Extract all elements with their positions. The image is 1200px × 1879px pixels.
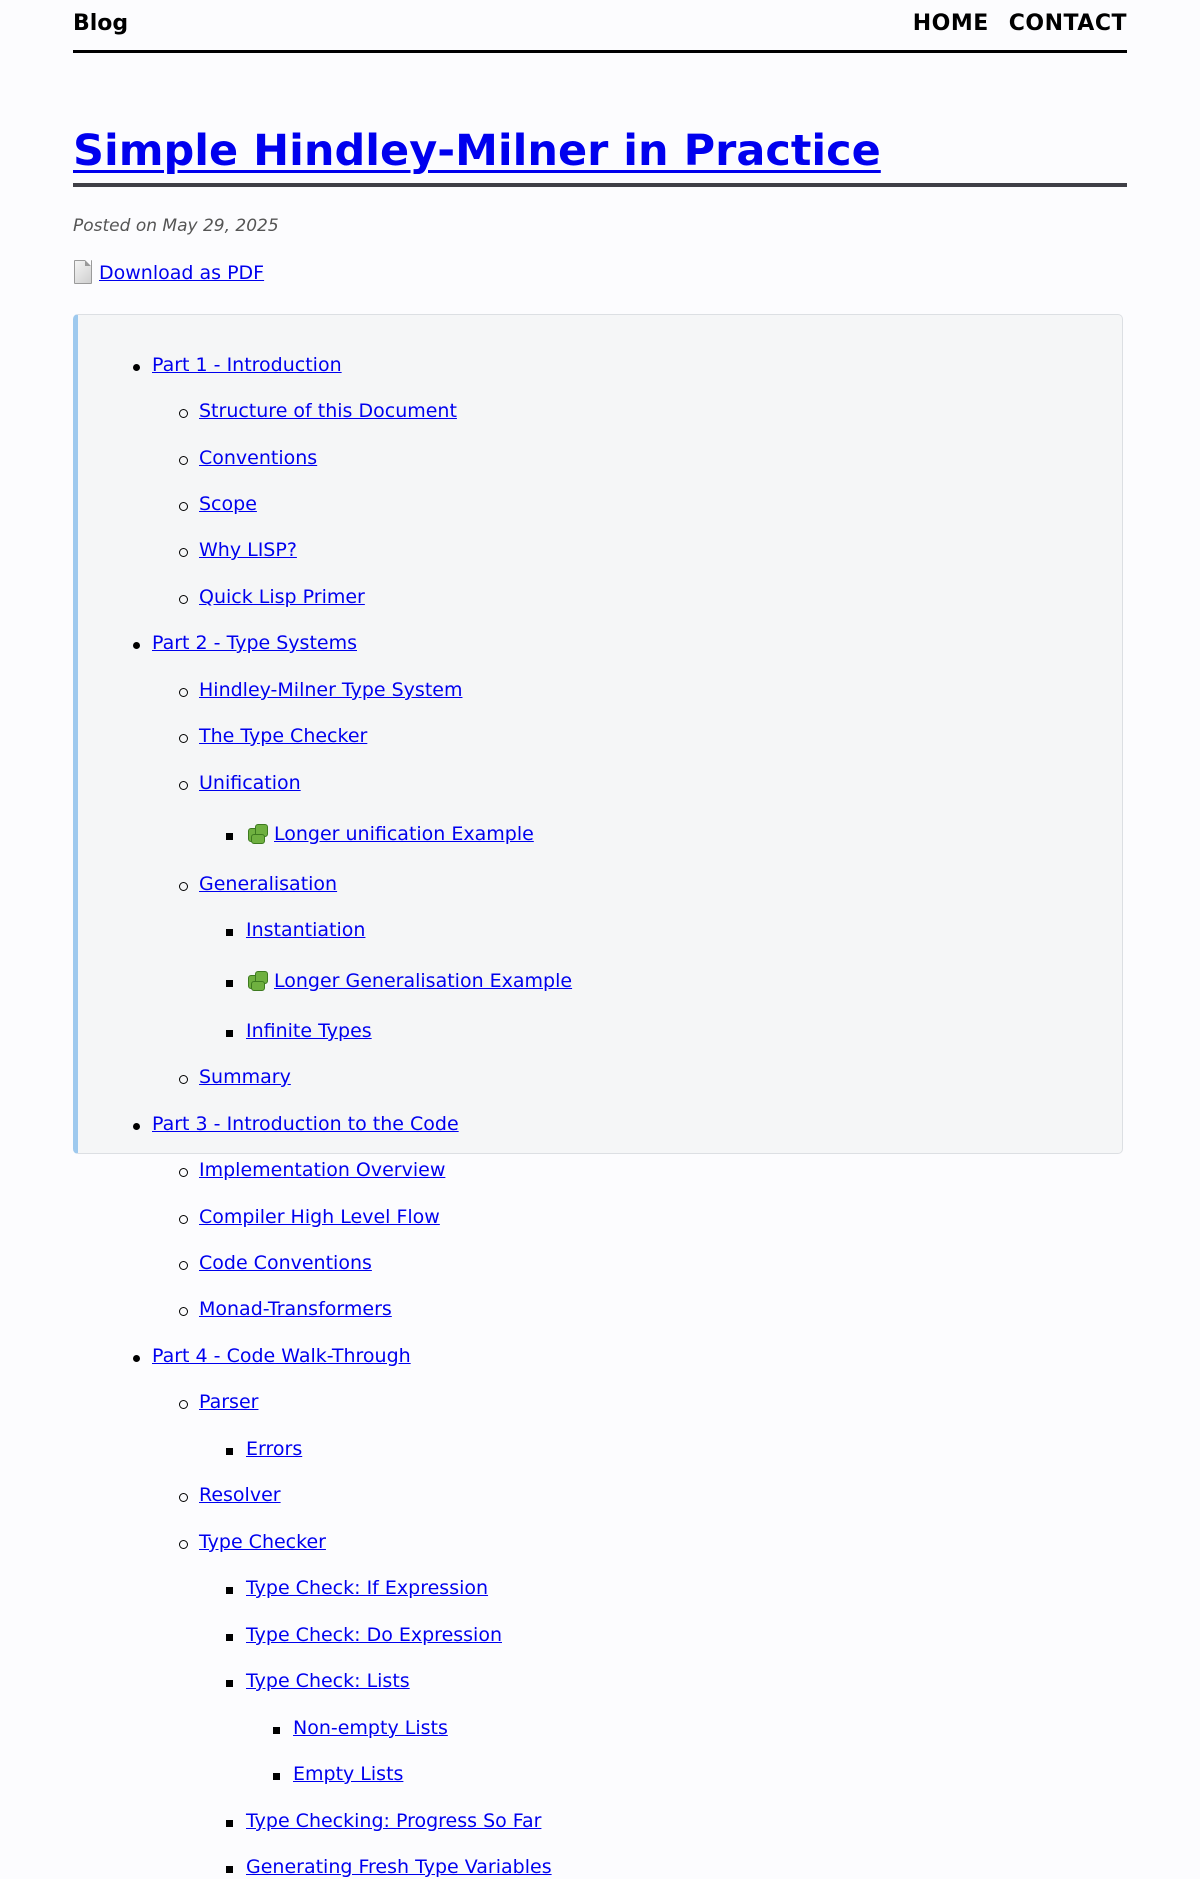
toc-item [78,679,1122,702]
toc-link[interactable] [293,1717,448,1739]
toc-link-label: Part 2 - Type Systems [152,632,358,654]
toc-link-label: Part 3 - Introduction to the Code [152,1113,459,1135]
toc-link-label: Implementation Overview [199,1159,446,1181]
toc-item [78,586,1122,609]
toc-link[interactable] [152,1345,411,1367]
toc-item [78,1020,1122,1043]
toc-link[interactable] [199,586,365,608]
toc-link[interactable] [293,1763,403,1785]
toc-link-label: Conventions [199,447,318,469]
toc-link[interactable] [199,400,457,422]
toc-link[interactable] [199,539,297,561]
toc-link[interactable] [199,725,367,747]
puzzle-icon [246,969,268,991]
toc-link-label: Structure of this Document [199,400,457,422]
toc-link-label: Type Check: Lists [246,1670,410,1692]
top-nav [913,13,1127,35]
toc-item [78,1345,1122,1368]
toc-item [78,493,1122,516]
toc-item [78,1066,1122,1089]
toc-item [78,1531,1122,1554]
toc-link[interactable] [152,1113,459,1135]
toc-item [78,725,1122,748]
blog-brand-link[interactable]: Blog [73,11,129,36]
document-icon [73,260,91,282]
toc-item [78,1624,1122,1647]
toc-link-label: Unification [199,772,301,794]
toc-link[interactable] [199,1206,440,1228]
toc-link[interactable] [199,679,462,701]
post-title-link[interactable]: Simple Hindley-Milner in Practice [73,126,881,176]
toc-item [78,354,1122,377]
toc-item [78,1206,1122,1229]
toc-link[interactable] [246,1438,302,1460]
toc-link-label: Errors [246,1438,303,1460]
toc-link[interactable] [246,1810,541,1832]
toc-item [78,772,1122,795]
toc-item [78,1856,1122,1879]
toc-list [78,315,1122,1878]
toc-link-label: Compiler High Level Flow [199,1206,440,1228]
toc-item [78,1113,1122,1136]
toc-item [78,1438,1122,1461]
site-header [73,0,1127,53]
toc-link[interactable] [246,1670,410,1692]
toc-item [78,1763,1122,1786]
toc-item [78,1670,1122,1693]
toc-item [78,447,1122,470]
toc-link[interactable] [199,493,257,515]
toc-item [78,1298,1122,1321]
toc-link-label: Code Conventions [199,1252,372,1274]
toc-item [78,1810,1122,1833]
toc-link[interactable] [199,1066,291,1088]
toc-link[interactable] [199,1159,445,1181]
toc-link[interactable] [199,447,317,469]
toc-link-label: Scope [199,493,257,515]
toc-link-label: Infinite Types [246,1020,372,1042]
toc-link-label: Parser [199,1391,259,1413]
toc-item [78,632,1122,655]
toc-link-label: Type Check: Do Expression [246,1624,502,1646]
toc-link-label: The Type Checker [199,725,368,747]
toc-link-label: Resolver [199,1484,281,1506]
toc-link-label: Longer Generalisation Example [274,970,573,992]
toc-link[interactable] [199,1531,326,1553]
toc-item [78,1577,1122,1600]
toc-item [78,539,1122,562]
download-pdf-label: Download as PDF [99,262,265,284]
post-title [73,127,1127,187]
toc-link[interactable] [246,1856,552,1878]
toc-link-label: Quick Lisp Primer [199,586,365,608]
toc-link[interactable] [246,1624,502,1646]
toc-link-label: Generalisation [199,873,338,895]
toc-link-label: Monad-Transformers [199,1298,392,1320]
toc-item [78,873,1122,896]
toc-link[interactable] [246,919,365,941]
nav-contact-link[interactable]: CONTACT [1008,11,1127,36]
toc-item [78,1159,1122,1182]
nav-home-link[interactable]: HOME [912,11,989,36]
toc-item [78,919,1122,942]
toc-link[interactable] [199,1391,258,1413]
toc-link-label: Part 1 - Introduction [152,354,342,376]
toc-link-label: Type Check: If Expression [246,1577,489,1599]
toc-item [78,1484,1122,1507]
toc-link[interactable] [152,354,342,376]
pdf-download [73,260,264,284]
toc-link-label: Instantiation [246,919,366,941]
toc-link[interactable] [246,823,534,845]
toc-link-label: Non-empty Lists [293,1717,448,1739]
toc-item [78,400,1122,423]
toc-item [78,1252,1122,1275]
download-pdf-link[interactable] [73,262,264,284]
toc-link[interactable] [199,772,301,794]
post-date: Posted on May 29, 2025 [73,216,279,236]
toc-item [78,1717,1122,1740]
toc-link-label: Generating Fresh Type Variables [246,1856,552,1878]
toc-item [78,1391,1122,1414]
toc-link-label: Summary [199,1066,291,1088]
toc-link-label: Hindley-Milner Type System [199,679,463,701]
toc-link-label: Longer unification Example [274,823,534,845]
toc-link[interactable] [199,1298,392,1320]
toc-link[interactable] [199,1484,281,1506]
puzzle-icon [246,822,268,844]
toc-link[interactable] [199,1252,372,1274]
toc-link-label: Part 4 - Code Walk-Through [152,1345,411,1367]
toc-link[interactable] [199,873,337,895]
toc-link[interactable] [246,1020,372,1042]
toc-link[interactable] [246,970,572,992]
toc-link-label: Type Checker [199,1531,326,1553]
toc-link-label: Type Checking: Progress So Far [246,1810,542,1832]
toc-link[interactable] [246,1577,488,1599]
table-of-contents [73,314,1123,1878]
toc-link-label: Why LISP? [199,539,297,561]
toc-link[interactable] [152,632,357,654]
toc-link-label: Empty Lists [293,1763,404,1785]
toc-item [78,822,1122,845]
toc-item [78,969,1122,992]
